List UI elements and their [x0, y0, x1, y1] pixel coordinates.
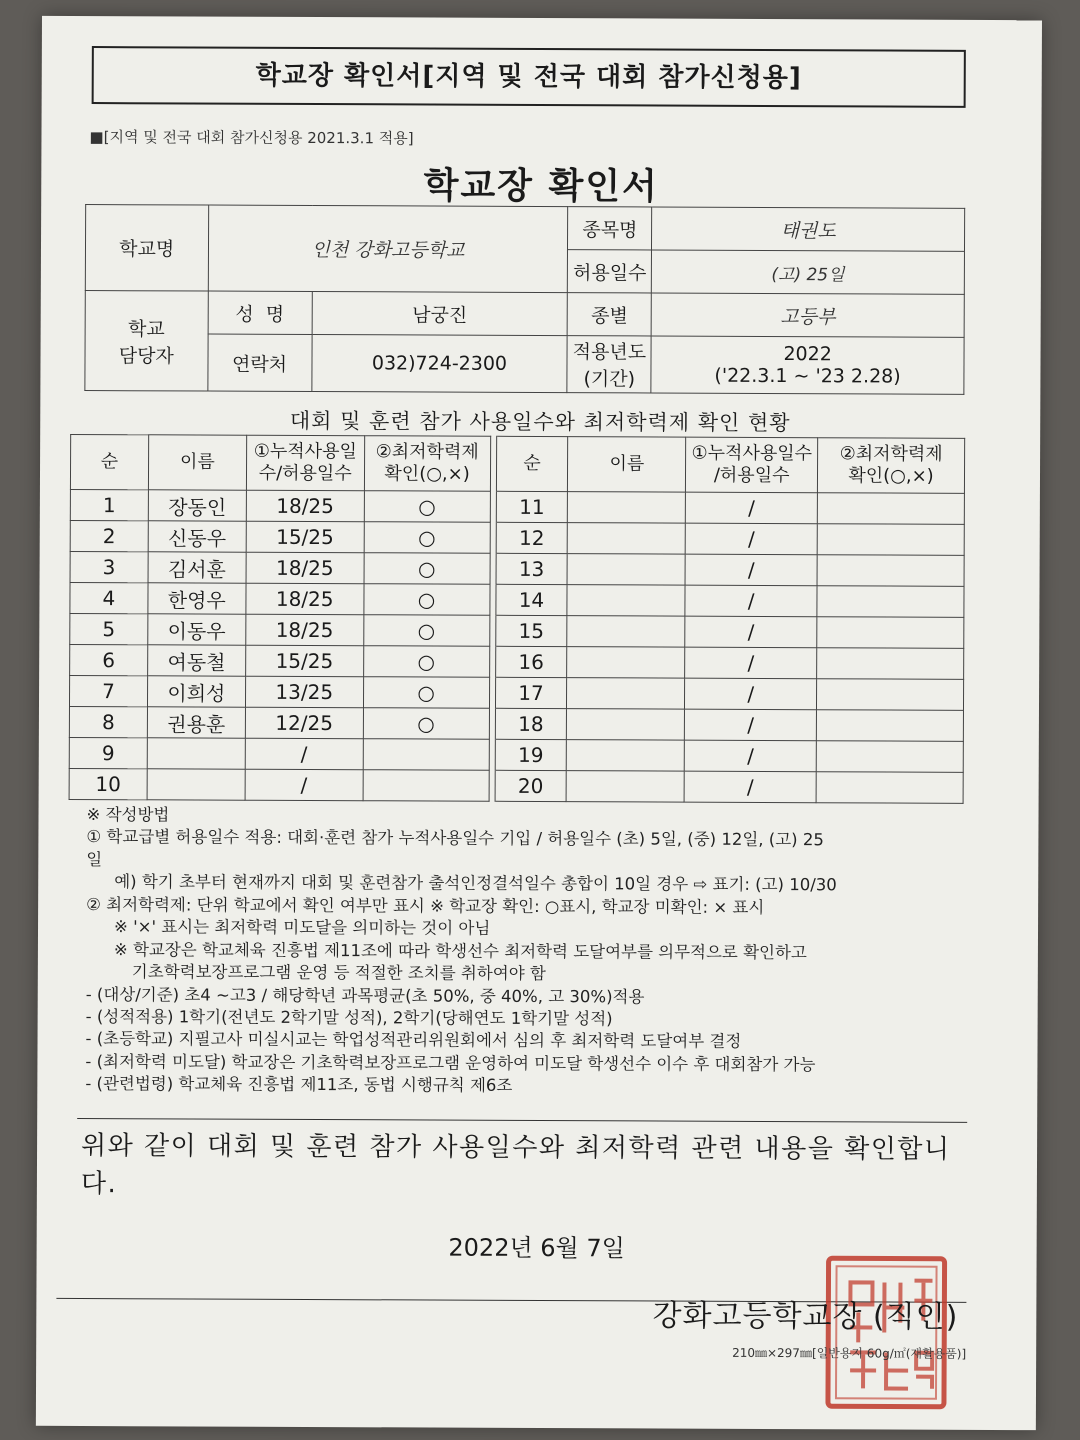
table-row — [70, 489, 964, 524]
confirmation-statement: 위와 같이 대회 및 훈련 참가 사용일수와 최저학력 관련 내용을 확인합니다. — [80, 1130, 951, 1199]
table-row — [69, 737, 963, 772]
days-used: 12/25 — [245, 707, 363, 739]
row-number: 8 — [69, 706, 147, 737]
manager-name-value: 남궁진 — [312, 291, 568, 335]
header-days-right-line2: /허용일수 — [713, 464, 790, 487]
days-used: 18/25 — [246, 583, 364, 615]
minimum-grade-check: ○ — [364, 584, 490, 616]
document-page — [36, 16, 1042, 1430]
minimum-grade-check-right — [817, 586, 964, 618]
row-number: 7 — [69, 675, 147, 706]
row-number-right: 20 — [495, 770, 567, 801]
contact-label: 연락처 — [207, 334, 311, 391]
table-row — [69, 768, 963, 803]
student-name: 여동철 — [148, 645, 246, 676]
student-name-right — [568, 492, 686, 524]
student-name: 이희성 — [147, 676, 245, 707]
minimum-grade-check: ○ — [364, 522, 490, 554]
student-name-right — [567, 616, 685, 648]
table-row — [69, 706, 963, 741]
school-name-label: 학교명 — [85, 205, 208, 292]
apply-year-value-line2: ('22.3.1 ~ '23 2.28) — [714, 364, 901, 388]
student-name: 김서훈 — [148, 552, 246, 583]
division-label: 종별 — [568, 293, 652, 336]
note-2-a: ※ '×' 표시는 최저학력 미도달을 의미하는 것이 아님 — [113, 917, 491, 938]
days-used-right: / — [684, 771, 816, 803]
header-days-right — [686, 437, 818, 493]
student-name: 한영우 — [148, 583, 246, 614]
paper-spec: 210㎜×297㎜[일반용지 60g/㎡(재활용품)] — [732, 1345, 967, 1361]
minimum-grade-check: ○ — [363, 708, 489, 740]
sport-label: 종목명 — [568, 207, 652, 250]
student-name-right — [567, 740, 685, 772]
header-days-right-line1: ①누적사용일수 — [691, 442, 813, 464]
allowed-days-value: (고) 25일 — [652, 250, 965, 294]
header-days-line1: ①누적사용일 — [253, 440, 357, 462]
row-number: 5 — [70, 613, 148, 644]
manager-label — [85, 291, 208, 392]
row-number: 2 — [70, 520, 148, 551]
apply-year-label — [567, 336, 651, 393]
manager-name-label: 성 명 — [208, 291, 312, 334]
note-2: ② 최저학력제: 단위 학교에서 확인 여부만 표시 ※ 학교장 확인: ○표시, 학교장 미확인: × 표시 — [86, 894, 765, 917]
manager-label-line2: 담당자 — [118, 344, 174, 367]
detail-underachieve: - (최저학력 미도달) 학교장은 기초학력보장프로그램 운영하여 미도달 학생선수 이수 후 대회참가 가능 — [85, 1051, 816, 1075]
header-check — [364, 436, 490, 492]
header-check-line1: ②최저학력제 — [375, 440, 479, 463]
student-name-right — [567, 585, 685, 617]
days-used-right: / — [685, 554, 817, 586]
student-name — [147, 738, 245, 769]
detail-grades: - (성적적용) 1학기(전년도 2학기말 성적), 2학기(당해연도 1학기말 성적) — [85, 1006, 613, 1029]
minimum-grade-check — [363, 739, 489, 771]
days-used-right: / — [685, 523, 817, 555]
student-name-right — [567, 554, 685, 586]
header-check-right-line1: ②최저학력제 — [839, 442, 943, 465]
row-number: 6 — [70, 644, 148, 675]
minimum-grade-check-right — [816, 710, 963, 742]
days-used-right: / — [685, 709, 817, 741]
issue-date: 2022년 6월 7일 — [448, 1233, 625, 1263]
instructions — [85, 804, 966, 1100]
student-name-right — [567, 678, 685, 710]
days-used: 18/25 — [246, 552, 364, 584]
row-number-right: 16 — [495, 646, 567, 677]
days-used-right: / — [685, 585, 817, 617]
apply-year-label-line2: (기간) — [583, 368, 636, 391]
days-used: / — [245, 769, 363, 801]
student-name-right — [568, 523, 686, 555]
minimum-grade-check-right — [817, 648, 964, 680]
allowed-days-label: 허용일수 — [568, 250, 652, 293]
minimum-grade-check: ○ — [364, 553, 490, 585]
student-name: 이동우 — [148, 614, 246, 645]
table-row — [70, 644, 964, 679]
header-no: 순 — [70, 434, 148, 489]
header-days-line2: 수/허용일수 — [258, 462, 352, 485]
row-number: 1 — [70, 489, 148, 520]
apply-year-label-line1: 적용년도 — [572, 341, 647, 364]
note-1: ① 학교급별 허용일수 적용: 대회·훈련 참가 누적사용일수 기입 / 허용일수 (초) 5일, (중) 12일, (고) 25 — [86, 827, 824, 850]
division-value: 고등부 — [651, 293, 964, 337]
minimum-grade-check-right — [817, 555, 964, 587]
table-row — [70, 582, 964, 617]
header-check-right — [818, 438, 965, 494]
section-title: 대회 및 훈련 참가 사용일수와 최저학력제 확인 현황 — [289, 408, 791, 436]
days-used-right: / — [685, 647, 817, 679]
student-name: 신동우 — [148, 521, 246, 552]
divider-upper — [77, 1118, 967, 1123]
student-name-right — [567, 709, 685, 741]
school-info-table — [84, 204, 965, 395]
table-row — [70, 613, 964, 648]
notes-heading: ※ 작성방법 — [86, 805, 170, 825]
table-row — [69, 675, 963, 710]
row-number: 3 — [70, 551, 148, 582]
signer-line: 강화고등학교장 (직인) — [652, 1298, 959, 1335]
days-used: 15/25 — [245, 645, 363, 677]
contact-value: 032)724-2300 — [311, 334, 567, 392]
row-number-right: 14 — [495, 584, 567, 615]
note-1-example: 예) 학기 초부터 현재까지 대회 및 훈련참가 출석인정결석일수 총합이 10일 경우 ⇨ 표기: (고) 10/30 — [114, 872, 837, 895]
minimum-grade-check-right — [817, 493, 964, 525]
apply-year-value — [651, 336, 964, 394]
student-name — [147, 769, 245, 800]
row-number-right: 19 — [495, 739, 567, 770]
roster-header-row — [70, 434, 964, 493]
student-name-right — [567, 771, 685, 803]
detail-target: - (대상/기준) 초4 ~고3 / 해당학년 과목평균(초 50%, 중 40%, 고 30%)적용 — [85, 984, 645, 1006]
minimum-grade-check-right — [817, 617, 964, 649]
manager-label-line1: 학교 — [127, 317, 165, 340]
minimum-grade-check — [363, 770, 489, 802]
header-no-right: 순 — [496, 436, 568, 491]
header-days — [246, 435, 364, 491]
days-used: 18/25 — [246, 490, 364, 522]
school-name-value: 인천 강화고등학교 — [208, 205, 568, 293]
sport-value: 태권도 — [652, 207, 965, 251]
student-name: 장동인 — [148, 490, 246, 521]
minimum-grade-check: ○ — [363, 646, 489, 678]
days-used-right: / — [685, 678, 817, 710]
student-name-right — [567, 647, 685, 679]
minimum-grade-check: ○ — [363, 615, 489, 647]
days-used: / — [245, 738, 363, 770]
note-2-b-line2: 기초학력보장프로그램 운영 등 적절한 조치를 취하여야 함 — [131, 962, 546, 984]
table-row — [70, 551, 964, 586]
header-check-right-line2: 확인(○,×) — [848, 465, 934, 487]
days-used-right: / — [684, 740, 816, 772]
header-name-right: 이름 — [568, 437, 686, 493]
days-used-right: / — [685, 616, 817, 648]
row-number-right: 18 — [495, 708, 567, 739]
apply-year-value-line1: 2022 — [783, 343, 832, 366]
minimum-grade-check: ○ — [364, 491, 490, 523]
row-number: 4 — [70, 582, 148, 613]
table-row — [70, 520, 964, 555]
document-title: 학교장 확인서 — [423, 165, 659, 208]
row-number-right: 13 — [496, 553, 568, 584]
student-roster-table — [69, 434, 966, 804]
document-banner: 학교장 확인서[지역 및 전국 대회 참가신청용] — [92, 46, 966, 108]
minimum-grade-check-right — [817, 679, 964, 711]
row-number: 10 — [69, 768, 147, 799]
detail-law: - (관련법령) 학교체육 진흥법 제11조, 동법 시행규칙 제6조 — [85, 1074, 513, 1096]
form-version-tag: ■[지역 및 전국 대회 참가신청용 2021.3.1 적용] — [89, 128, 414, 148]
note-2-b-line1: ※ 학교장은 학교체육 진흥법 제11조에 따라 학생선수 최저학력 도달여부를 의무적으로 확인하고 — [113, 939, 807, 962]
days-used: 18/25 — [246, 614, 364, 646]
header-check-line2: 확인(○,×) — [384, 463, 470, 485]
header-name: 이름 — [148, 435, 246, 490]
days-used: 15/25 — [246, 521, 364, 553]
row-number-right: 17 — [495, 677, 567, 708]
student-name: 권용훈 — [147, 707, 245, 738]
note-1-wrap: 일 — [86, 849, 103, 869]
row-number-right: 11 — [496, 491, 568, 522]
detail-elementary: - (초등학교) 지필고사 미실시교는 학업성적관리위원회에서 심의 후 최저학력 도달여부 결정 — [85, 1029, 742, 1052]
minimum-grade-check-right — [816, 741, 963, 773]
days-used-right: / — [686, 492, 818, 524]
minimum-grade-check: ○ — [363, 677, 489, 709]
days-used: 13/25 — [245, 676, 363, 708]
row-number-right: 15 — [495, 615, 567, 646]
row-number-right: 12 — [496, 522, 568, 553]
minimum-grade-check-right — [817, 524, 964, 556]
minimum-grade-check-right — [816, 772, 963, 804]
row-number: 9 — [69, 737, 147, 768]
